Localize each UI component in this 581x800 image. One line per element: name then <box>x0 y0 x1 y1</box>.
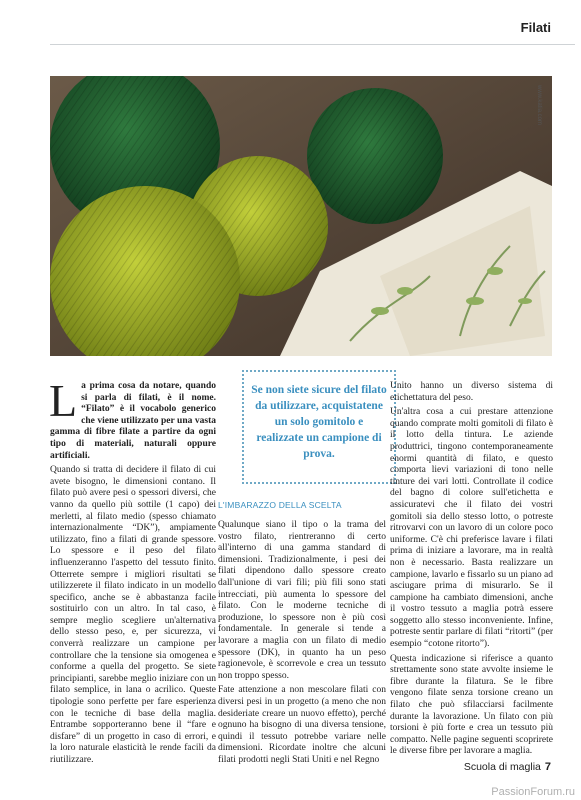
pull-quote: Se non siete sicure del filato da utilizzare, acquistatene un solo gomitolo e realizzate un campione di prova. <box>251 384 387 460</box>
page-number: 7 <box>544 761 551 773</box>
article-paragraph: Fate attenzione a non mescolare filati con diversi pesi in un progetto (a meno che non desideriate creare un nuovo effetto), perché ognuno ha bisogno di una diversa tensione, quindi il tessuto potrebbe variare nelle dimensioni. Ricordate inoltre che alcuni filati prodotti negli Stati Uniti e nel Regno <box>218 685 386 765</box>
magazine-name: Scuola di maglia <box>463 761 541 773</box>
article-intro: a prima cosa da notare, quando si parla di filati, è il nome. “Filato” è il vocabolo generico che viene utilizzato per una vasta gamma di fibre filate a partire da ogni tipo di materiali, naturali oppure artificiali. <box>50 381 216 461</box>
yarn-photo <box>50 76 552 356</box>
article-column-1 <box>49 375 216 770</box>
article-column-3 <box>390 381 553 761</box>
article-paragraph: Questa indicazione si riferisce a quanto strettamente sono state avvolte insieme le fibre durante la filatura. Se le fibre vengono filate senza torsione creano un filato che può sfilacciarsi facilmente durante la lavorazione. Un filato con più torsioni è più forte e crea un tessuto più compatto. Nelle pagine seguenti scoprirete le diverse fibre per lavorare a maglia. <box>390 653 553 757</box>
page-footer <box>464 761 551 773</box>
article-paragraph: Qualunque siano il tipo o la trama del vostro filato, rientreranno di certo all'interno di una gamma standard di dimensioni. Tradizionalmente, i pesi dei filati dipendono dallo spessore creato dall'unione di vari fili; più fili sono stati intrecciati, più aumenta lo spessore del filato. Con le moderne tecniche di produzione, lo spessore non è più così fondamentale. In generale si tende a lavorare a maglia con un filato di medio spessore (DK), in quanto ha un peso ragionevole, è scorrevole e crea un tessuto non troppo spesso. <box>218 520 386 681</box>
subheading: L'IMBARAZZO DELLA SCELTA <box>218 500 342 510</box>
watermark: PassionForum.ru <box>491 786 575 798</box>
photo-credit: www.katia.com <box>536 85 542 126</box>
drop-cap: L <box>49 375 78 426</box>
pull-quote-box <box>242 370 396 484</box>
article-paragraph: Quando si tratta di decidere il filato di cui avete bisogno, le dimensioni contano. Il filato può avere pesi o spessori diversi, che vanno da quello più sottile (1 capo) dei merletti, al filato medio (spesso chiamato internazionalmente “DK”), ampiamente utilizzato, fino a filati di grande spessore. Lo spessore e il peso del filato influenzeranno l'aspetto del tessuto finito. Otterrete sempre i migliori risultati se utilizzerete il filato indicato in un modello specifico, anche se è abbastanza facile sostituirlo con un altro. In tal caso, è sempre meglio scegliere un'alternativa dello stesso peso, e, per sicurezza, vi converrà realizzare un campione per controllare che la tensione sia omogenea e conforme a quella del progetto. Se siete principianti, sarebbe meglio iniziare con un filato semplice, in lana o acrilico. Queste tipologie sono perfette per fare esperienza con le tecniche di base della maglia. Entrambe sopporteranno bene il “fare e disfare” di un progetto in caso di errori, e la loro naturale elasticità le rende facili da riutilizzare. <box>50 465 216 765</box>
article-column-2 <box>218 520 386 769</box>
header-rule <box>50 44 575 45</box>
article-paragraph: Unito hanno un diverso sistema di etichettatura del peso. <box>390 381 553 403</box>
yarn-balls-illustration <box>50 76 552 356</box>
section-title: Filati <box>520 20 551 35</box>
article-paragraph: Un'altra cosa a cui prestare attenzione quando comprate molti gomitoli di filato è il lotto della tintura. Le aziende produttrici, tingono contemporaneamente enormi quantità di filato, e questo comporta lievi variazioni di tono nelle tinture dei vari lotti. Controllate il codice del bagno di colore sull'etichetta e assicuratevi che il filato dei vostri gomitoli sia dello stesso lotto, o potreste ritrovarvi con un lavoro di un colore poco uniforme. C'è chi preferisce lavare i filati prima di iniziare a lavorare, ma in realtà non è necessario. Basta realizzare un campione, lavarlo e fissarlo su un piano ad asciugare prima di misurarlo. Se il campione ha cambiato dimensioni, anche il vostro tessuto a maglia potrà essere soggetto allo stesso inconveniente. Infine, potreste sentir parlare di filati “ritorti” (per esempio “cotone ritorto”). <box>390 407 553 650</box>
